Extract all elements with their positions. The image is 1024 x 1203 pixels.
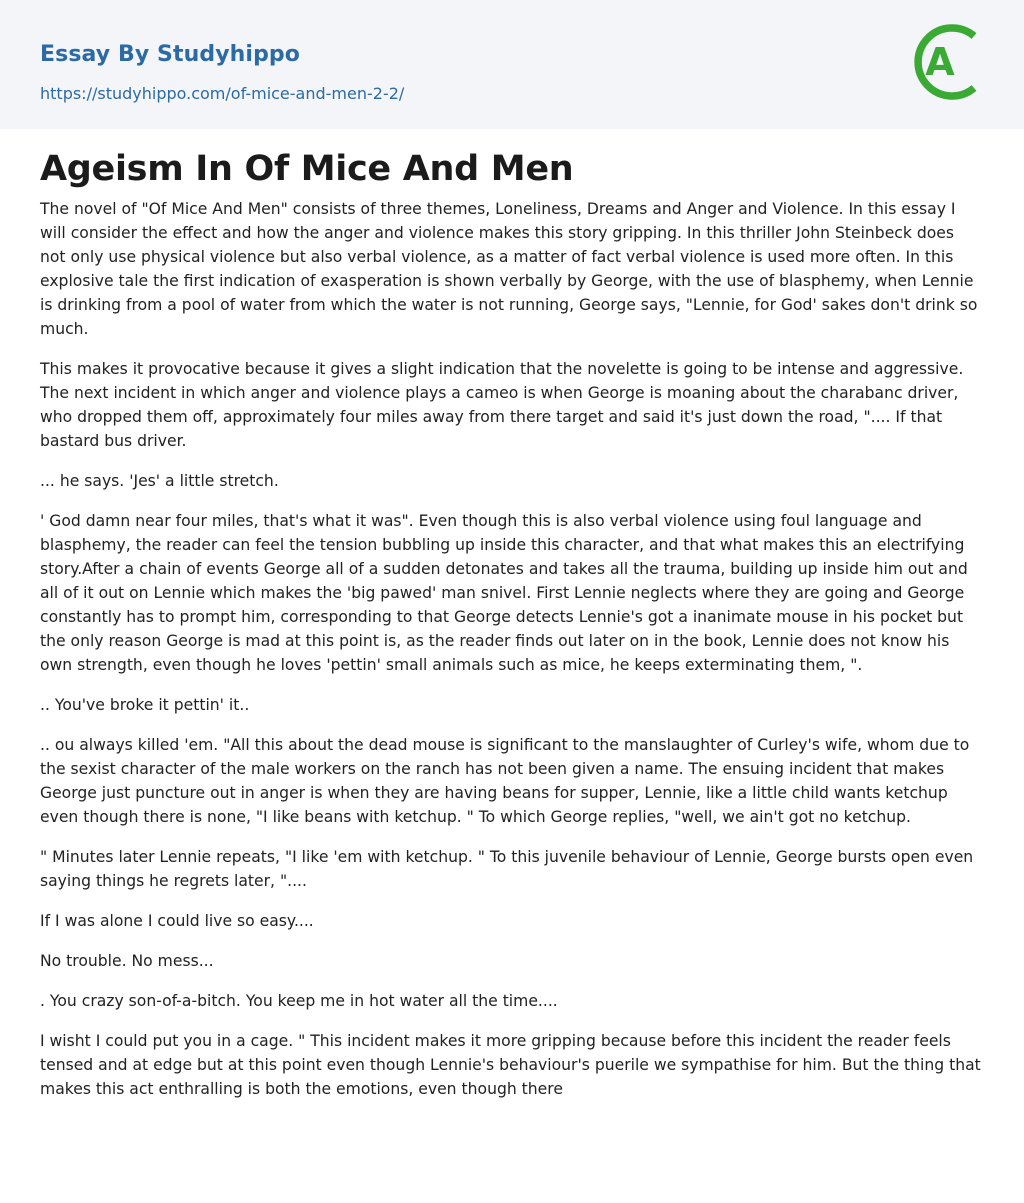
essay-content — [0, 147, 1024, 1101]
essay-paragraph: This makes it provocative because it gives a slight indication that the novelette is going to be intense and aggressive. The next incident in which anger and violence plays a cameo is when George is moaning about the charabanc driver, who dropped them off, approximately four miles away from there target and said it's just down the road, ".... If that bastard bus driver. — [40, 360, 964, 450]
essay-paragraph: .. You've broke it pettin' it.. — [40, 696, 250, 714]
essay-paragraph: No trouble. No mess... — [40, 952, 214, 970]
site-header — [0, 0, 1024, 129]
essay-paragraph: .. ou always killed 'em. "All this about the dead mouse is significant to the manslaughter of Curley's wife, whom due to the sexist character of the male workers on the ranch has not been given a name. The ensuing incident that makes George just puncture out in anger is when they are having beans for supper, Lennie, like a little child wants ketchup even though there is none, "I like beans with ketchup. " To which George replies, "well, we ain't got no ketchup. — [40, 736, 970, 826]
essay-paragraph: If I was alone I could live so easy.... — [40, 912, 314, 930]
essay-paragraph: " Minutes later Lennie repeats, "I like 'em with ketchup. " To this juvenile behaviour of Lennie, George bursts open even saying things he regrets later, ".... — [40, 848, 974, 890]
essay-paragraph: The novel of "Of Mice And Men" consists of three themes, Loneliness, Dreams and Anger and Violence. In this essay I will consider the effect and how the anger and violence makes this story gripping. In this thriller John Steinbeck does not only use physical violence but also verbal violence, as a matter of fact verbal violence is used more often. In this explosive tale the first indication of exasperation is shown verbally by George, with the use of blasphemy, when Lennie is drinking from a pool of water from which the water is not running, George says, "Lennie, for God' sakes don't drink so much. — [40, 200, 978, 338]
logo-letter: A — [925, 40, 955, 84]
brand-title[interactable]: Essay By Studyhippo — [40, 42, 300, 67]
essay-paragraph: . You crazy son-of-a-bitch. You keep me in hot water all the time.... — [40, 992, 558, 1010]
essay-paragraph: ' God damn near four miles, that's what it was". Even though this is also verbal violence using foul language and blasphemy, the reader can feel the tension bubbling up inside this character, and that what makes this an electrifying story.After a chain of events George all of a sudden detonates and takes all the trauma, building up inside him out and all of it out on Lennie which makes the 'big pawed' man snivel. First Lennie neglects where they are going and George constantly has to prompt him, corresponding to that George detects Lennie's got a inanimate mouse in his pocket but the only reason George is mad at this point is, as the reader finds out later on in the book, Lennie does not know his own strength, even though he loves 'pettin' small animals such as mice, he keeps exterminating them, ". — [40, 512, 968, 674]
essay-paragraph: ... he says. 'Jes' a little stretch. — [40, 472, 279, 490]
studyhippo-logo-icon[interactable] — [912, 19, 986, 105]
essay-title: Ageism In Of Mice And Men — [40, 149, 574, 189]
essay-paragraph: I wisht I could put you in a cage. " This incident makes it more gripping because before this incident the reader feels tensed and at edge but at this point even though Lennie's behaviour's puerile we sympathise for him. But the thing that makes this act enthralling is both the emotions, even though there — [40, 1032, 981, 1098]
source-url-link[interactable]: https://studyhippo.com/of-mice-and-men-2-2/ — [40, 84, 405, 103]
